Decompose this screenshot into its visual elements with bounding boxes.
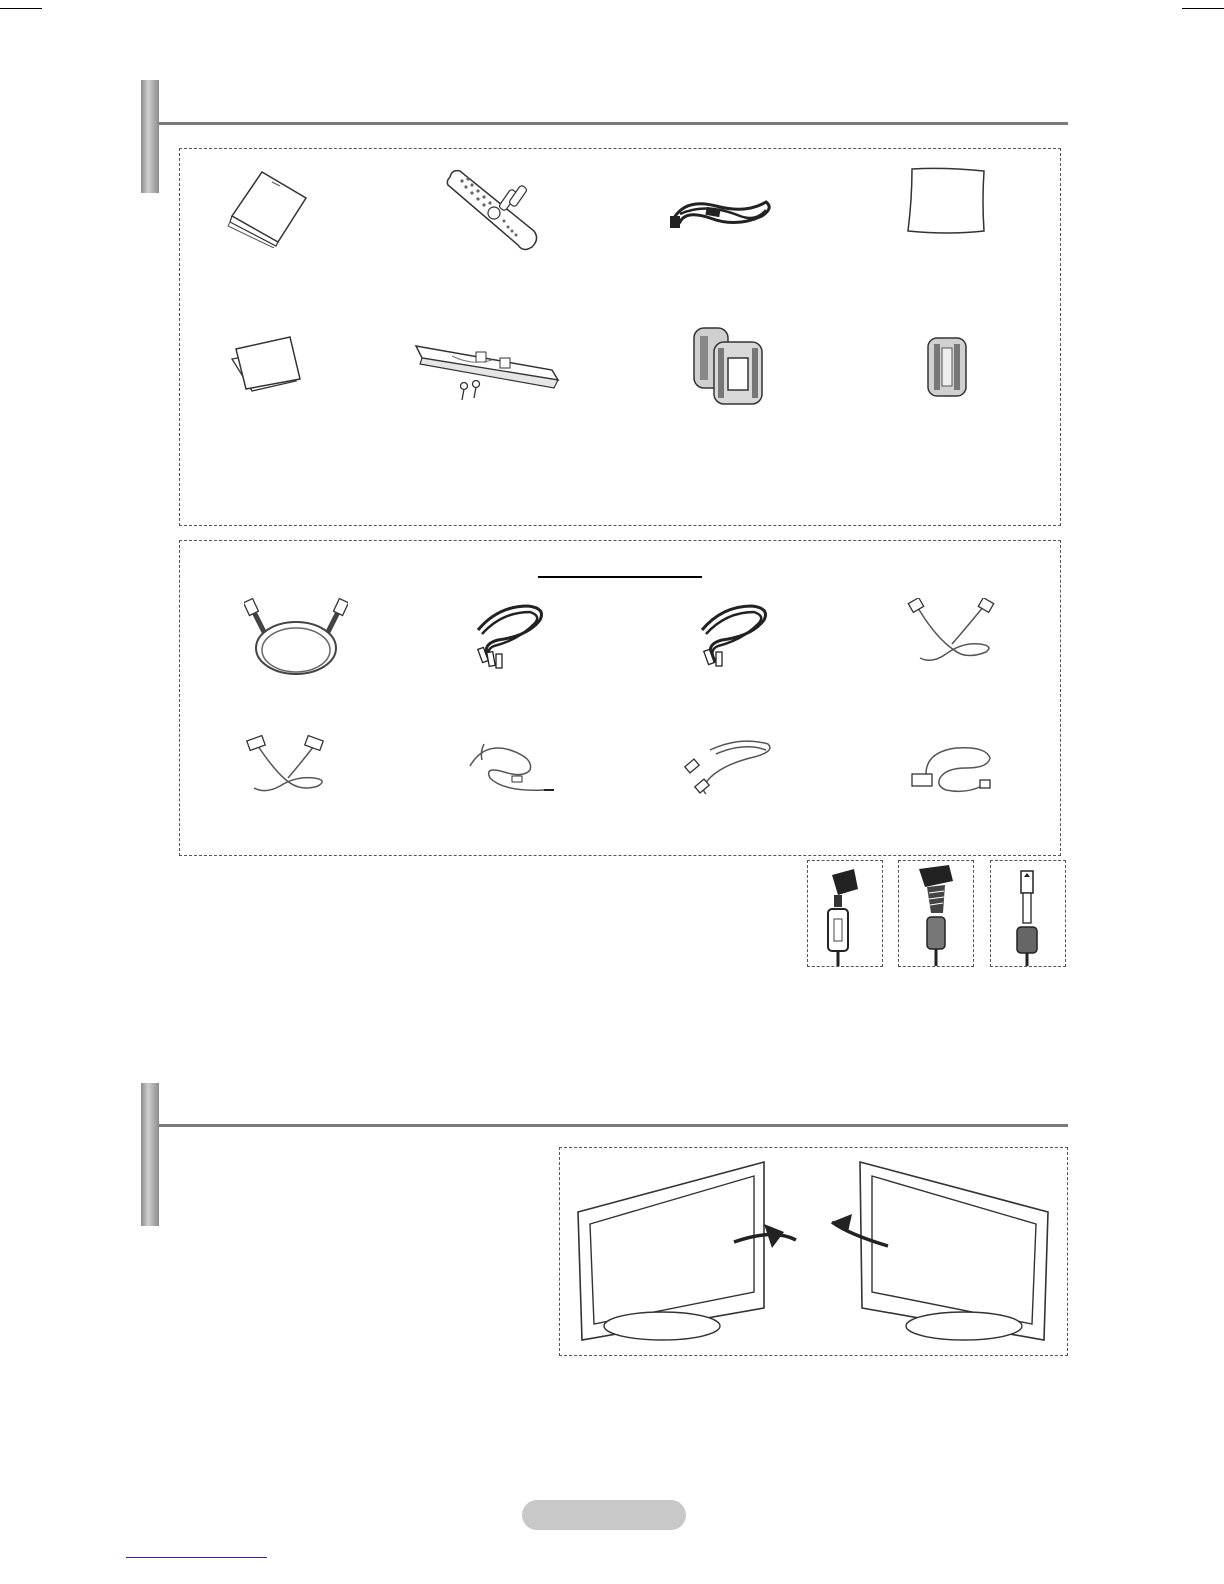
ferrite-example-usb — [990, 860, 1066, 967]
swivel-tv-right — [574, 1158, 810, 1348]
scart-cable-icon — [244, 734, 328, 800]
section-rule-accessories — [159, 122, 1068, 125]
supplied-item-cloth — [904, 165, 988, 237]
owners-instructions-icon — [222, 168, 312, 248]
supplied-item-manual — [222, 168, 312, 248]
ferrite-example-power-cord — [898, 860, 974, 967]
crop-mark-top-left — [0, 8, 42, 9]
antenna-cable-icon — [244, 598, 348, 682]
warranty-card-icon — [230, 335, 306, 395]
swivel-tv-left — [828, 1158, 1064, 1348]
tv-rotate-left-icon — [828, 1158, 1064, 1348]
optional-item-component-cable — [468, 600, 548, 670]
pc-audio-cable-icon — [464, 736, 556, 798]
power-cord-icon — [666, 188, 776, 234]
supplied-item-ferrite-pair — [688, 320, 778, 410]
optional-item-hdmi-dvi-cable — [906, 738, 996, 798]
optional-item-hdmi-cable — [680, 736, 776, 798]
optional-item-pc-audio-cable — [464, 736, 556, 798]
ferrite-core-pair-icon — [688, 320, 778, 410]
sold-separately-underline — [538, 576, 702, 578]
footer-link-underline[interactable] — [126, 1557, 267, 1558]
cleaning-cloth-icon — [904, 165, 988, 237]
hdmi-dvi-cable-icon — [906, 738, 996, 798]
supplied-item-ferrite — [924, 334, 970, 400]
usb-ferrite-icon — [991, 861, 1065, 966]
ferrite-example-power-plug — [807, 860, 883, 967]
supplied-item-power-cord — [666, 188, 776, 234]
pc-cable-icon — [906, 598, 998, 668]
sold-separately-box — [179, 540, 1061, 856]
hdmi-cable-icon — [680, 736, 776, 798]
section-rule-swivel — [159, 1124, 1068, 1127]
supplied-item-remote — [442, 165, 542, 255]
optional-item-antenna-cable — [244, 598, 348, 682]
optional-item-pc-cable — [906, 598, 998, 668]
supplied-item-stand-cover — [412, 336, 562, 406]
page-number-badge — [522, 1500, 686, 1530]
power-plug-ferrite-icon — [808, 861, 882, 966]
remote-control-batteries-icon — [442, 165, 542, 255]
crop-mark-top-right — [1182, 8, 1224, 9]
audio-cable-icon — [692, 600, 772, 670]
optional-item-scart-cable — [244, 734, 328, 800]
section-marker-accessories — [141, 80, 159, 193]
supplied-item-warranty — [230, 335, 306, 395]
optional-item-audio-cable — [692, 600, 772, 670]
ferrite-core-icon — [924, 334, 970, 400]
tv-rotate-right-icon — [574, 1158, 810, 1348]
stand-cover-screws-icon — [412, 336, 562, 406]
component-cable-icon — [468, 600, 548, 670]
section-marker-swivel — [141, 1083, 159, 1226]
power-cord-ferrite-icon — [899, 861, 973, 966]
